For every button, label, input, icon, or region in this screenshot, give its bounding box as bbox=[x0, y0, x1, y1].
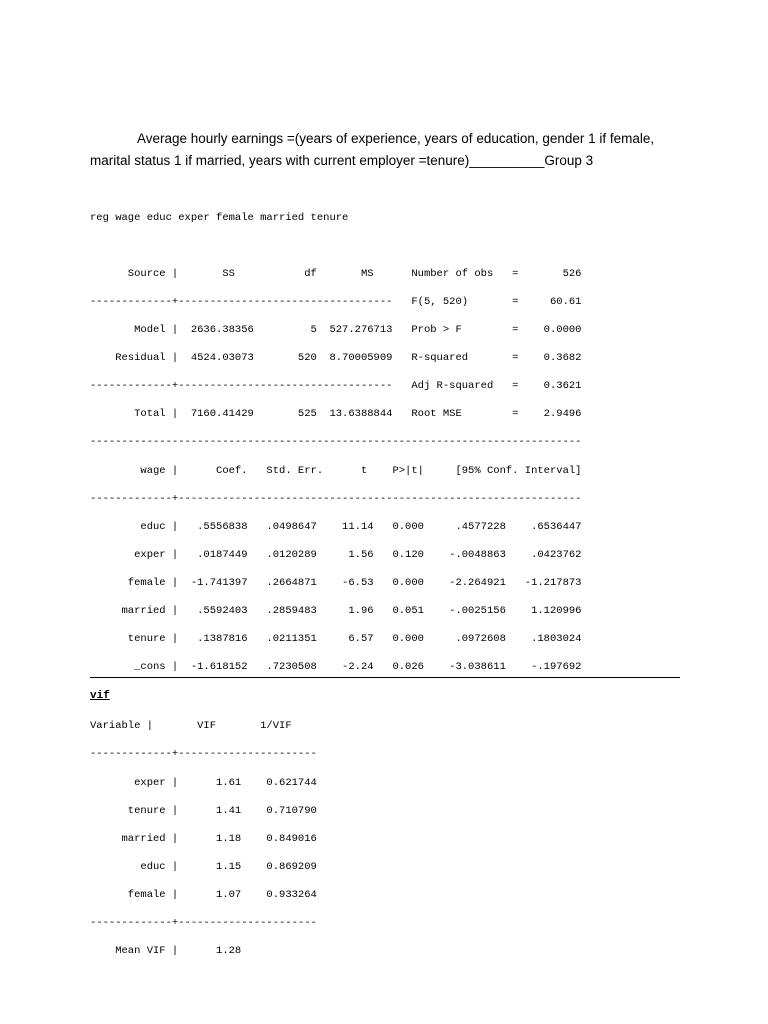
coef-row: exper | .0187449 .0120289 1.56 0.120 -.0048863 .0423762 bbox=[90, 549, 582, 561]
coef-row: _cons | -1.618152 .7230508 -2.24 0.026 -3.038611 -.197692 bbox=[90, 661, 582, 673]
coef-row: female | -1.741397 .2664871 -6.53 0.000 -2.264921 -1.217873 bbox=[90, 577, 582, 589]
anova-residual-row: Residual | 4524.03073 520 8.70005909 R-squared = 0.3682 bbox=[90, 352, 582, 364]
vif-heading: vif bbox=[90, 690, 110, 702]
table-bottom-border bbox=[90, 677, 680, 678]
vif-header: Variable | VIF 1/VIF bbox=[90, 720, 292, 732]
vif-separator: -------------+---------------------- bbox=[90, 748, 317, 760]
vif-row: exper | 1.61 0.621744 bbox=[90, 777, 317, 789]
vif-row: female | 1.07 0.933264 bbox=[90, 889, 317, 901]
intro-paragraph bbox=[90, 128, 690, 172]
coef-row: educ | .5556838 .0498647 11.14 0.000 .4577228 .6536447 bbox=[90, 521, 582, 533]
anova-model-row: Model | 2636.38356 5 527.276713 Prob > F = 0.0000 bbox=[90, 324, 582, 336]
anova-separator: -------------+---------------------------------- F(5, 520) = 60.61 bbox=[90, 296, 582, 308]
vif-separator: -------------+---------------------- bbox=[90, 917, 317, 929]
vif-row: married | 1.18 0.849016 bbox=[90, 833, 317, 845]
coef-header: wage | Coef. Std. Err. t P>|t| [95% Conf. Interval] bbox=[90, 465, 582, 477]
vif-mean-row: Mean VIF | 1.28 bbox=[90, 945, 242, 957]
intro-text: Average hourly earnings =(years of experience, years of education, gender 1 if female, marital status 1 if married, years with current employer =tenure)__________Group 3 bbox=[90, 131, 655, 168]
anova-header: Source | SS df MS Number of obs = 526 bbox=[90, 268, 582, 280]
anova-total-row: Total | 7160.41429 525 13.6388844 Root MSE = 2.9496 bbox=[90, 408, 582, 420]
coef-rule: ------------------------------------------------------------------------------ bbox=[90, 436, 582, 448]
vif-row: educ | 1.15 0.869209 bbox=[90, 861, 317, 873]
vif-row: tenure | 1.41 0.710790 bbox=[90, 805, 317, 817]
stata-command: reg wage educ exper female married tenure bbox=[90, 212, 349, 224]
coef-row: tenure | .1387816 .0211351 6.57 0.000 .0972608 .1803024 bbox=[90, 633, 582, 645]
coef-separator: -------------+---------------------------------------------------------------- bbox=[90, 493, 582, 505]
anova-separator: -------------+---------------------------------- Adj R-squared = 0.3621 bbox=[90, 380, 582, 392]
coef-row: married | .5592403 .2859483 1.96 0.051 -.0025156 1.120996 bbox=[90, 605, 582, 617]
